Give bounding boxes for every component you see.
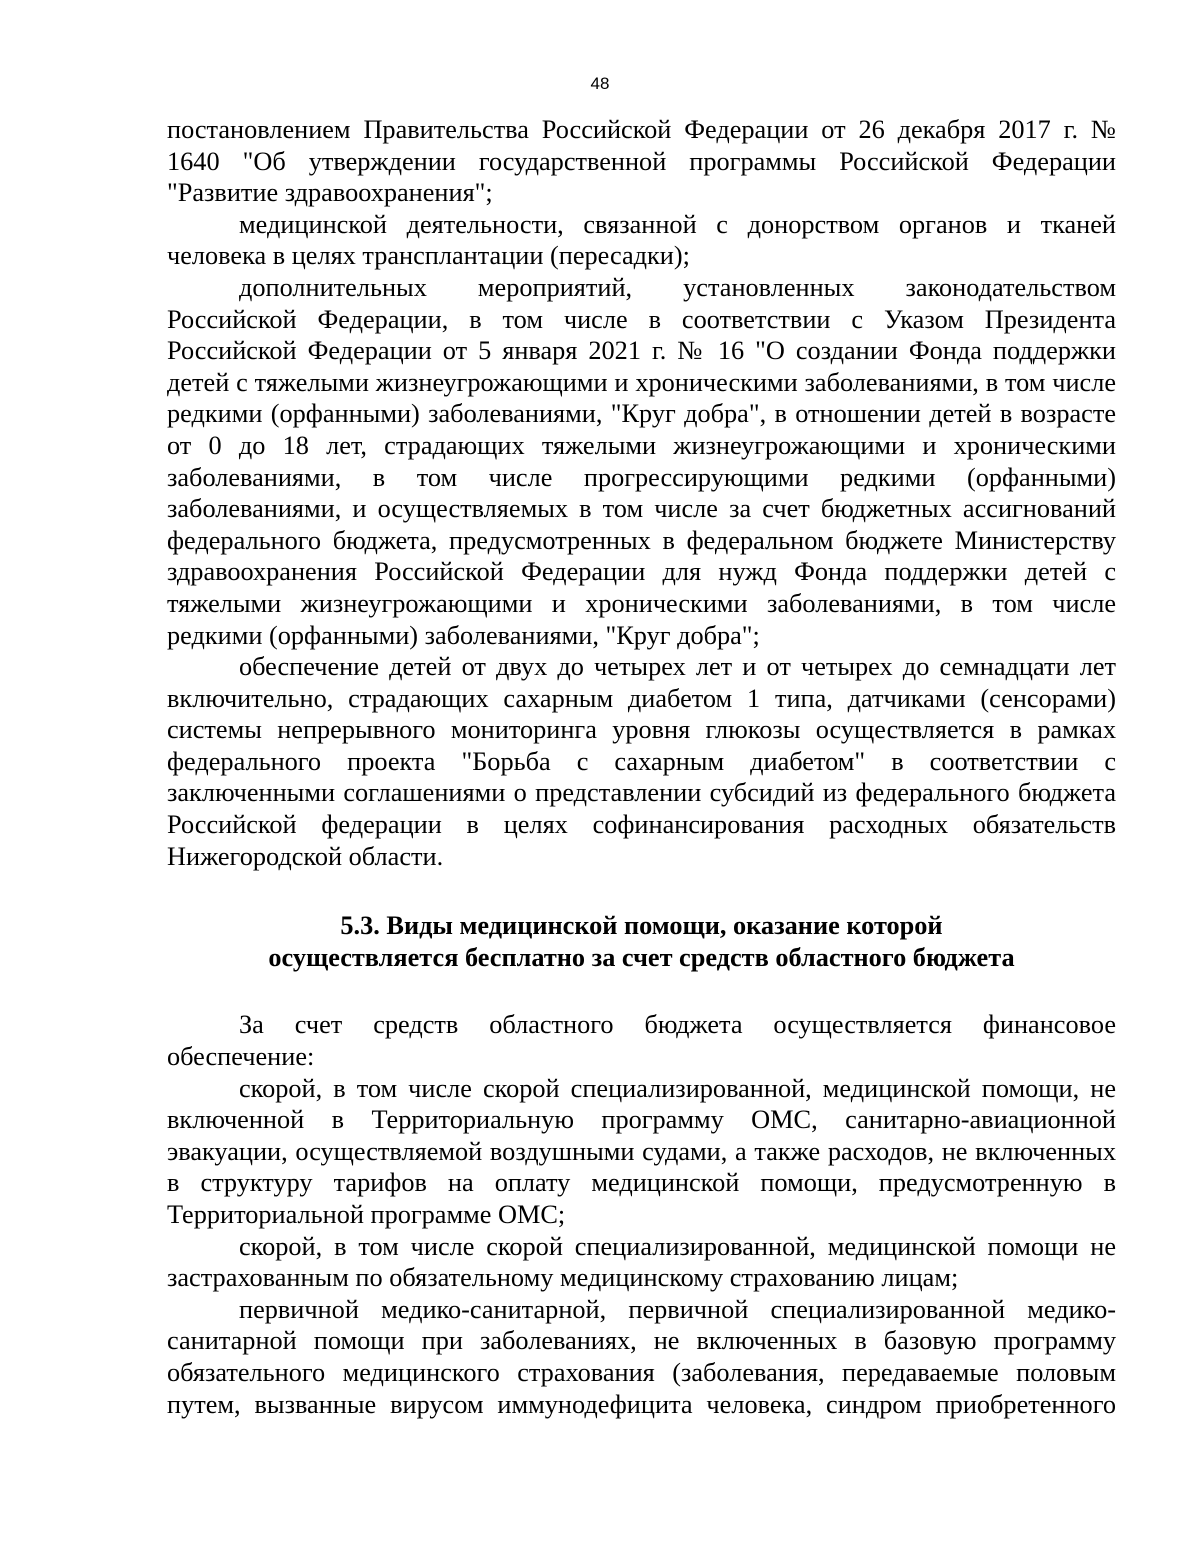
section-heading-line-2: осуществляется бесплатно за счет средств областного бюджета (268, 942, 1015, 972)
document-body (167, 114, 1116, 1420)
paragraph-emergency-care: скорой, в том числе скорой специализированной, медицинской помощи, не включенной в Территориальную программу ОМС, санитарно-авиационной эвакуации, осуществляемой воздушными судами, а также расходов, не включенных в структуру тарифов на оплату медицинской помощи, предусмотренную в Территориальной программе ОМС; (167, 1073, 1116, 1229)
page-number: 48 (590, 74, 610, 93)
section-heading (167, 910, 1116, 973)
paragraph-organ-donation: медицинской деятельности, связанной с донорством органов и тканей человека в целях трансплантации (пересадки); (167, 209, 1116, 271)
paragraph-regional-budget-intro: За счет средств областного бюджета осуществляется финансовое обеспечение: (167, 1010, 1116, 1072)
paragraph-uninsured-emergency-care: скорой, в том числе скорой специализированной, медицинской помощи не застрахованным по обязательному медицинскому страхованию лицам; (167, 1231, 1116, 1293)
paragraph-additional-measures: дополнительных мероприятий, установленных законодательством Российской Федерации, в том числе в соответствии с Указом Президента Российской Федерации от 5 января 2021 г. № 16 "О создании Фонда поддержки детей с тяжелыми жизнеугрожающими и хроническими заболеваниями, в том числе редкими (орфанными) заболеваниями, "Круг добра", в отношении детей в возрасте от 0 до 18 лет, страдающих тяжелыми жизнеугрожающими и хроническими заболеваниями, в том числе прогрессирующими редкими (орфанными) заболеваниями, и осуществляемых в том числе за счет бюджетных ассигнований федерального бюджета, предусмотренных в федеральном бюджете Министерству здравоохранения Российской Федерации для нужд Фонда поддержки детей с тяжелыми жизнеугрожающими и хроническими заболеваниями, в том числе редкими (орфанными) заболеваниями, "Круг добра"; (167, 272, 1116, 650)
section-heading-line-1: 5.3. Виды медицинской помощи, оказание которой (340, 911, 943, 941)
paragraph-government-decree: постановлением Правительства Российской Федерации от 26 декабря 2017 г. № 1640 "Об утверждении государственной программы Российской Федерации "Развитие здравоохранения"; (167, 115, 1116, 208)
paragraph-diabetes-sensors: обеспечение детей от двух до четырех лет и от четырех до семнадцати лет включительно, страдающих сахарным диабетом 1 типа, датчиками (сенсорами) системы непрерывного мониторинга уровня глюкозы осуществляется в рамках федерального проекта "Борьба с сахарным диабетом" в соответствии с заключенными соглашениями о представлении субсидий из федерального бюджета Российской федерации в целях софинансирования расходных обязательств Нижегородской области. (167, 652, 1116, 871)
paragraph-primary-care: первичной медико-санитарной, первичной специализированной медико-санитарной помощи при заболеваниях, не включенных в базовую программу обязательного медицинского страхования (заболевания, передаваемые половым путем, вызванные вирусом иммунодефицита человека, синдром приобретенного (167, 1294, 1116, 1419)
